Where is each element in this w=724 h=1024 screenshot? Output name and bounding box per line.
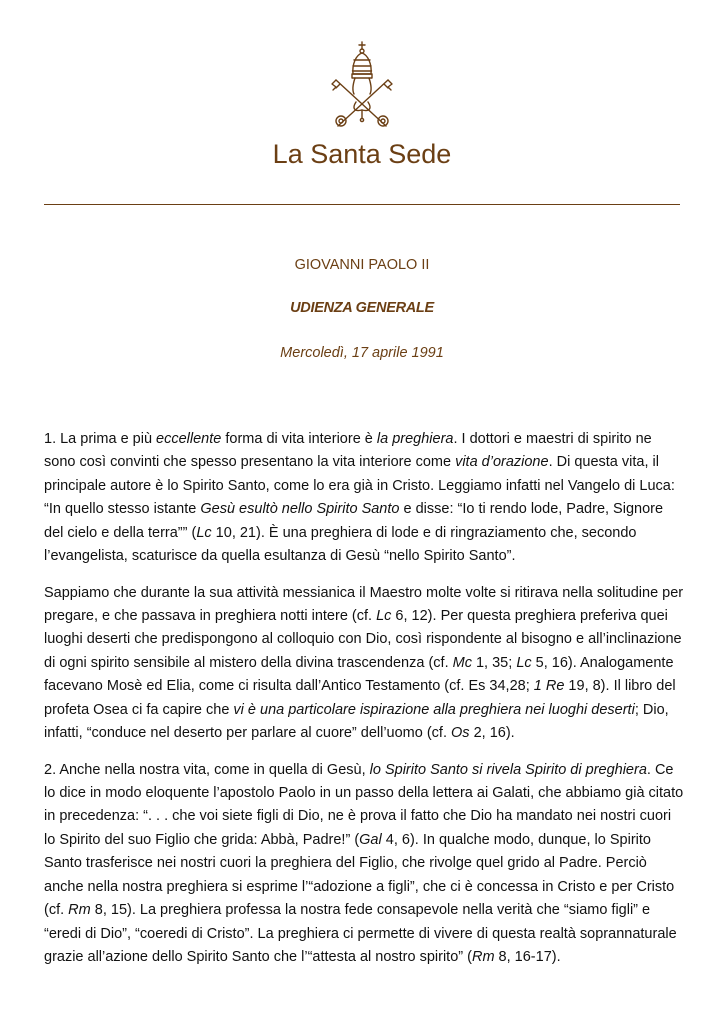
italic-text-run: Mc	[452, 654, 472, 671]
body-paragraph	[44, 759, 684, 970]
papal-coat-of-arms-icon	[322, 40, 402, 132]
text-run: forma di vita interiore è	[221, 431, 377, 447]
text-run: Sappiamo che durante la sua attività messianica il Maestro molte volte si ritirava nella solitudine per pregare, e che passava in preghiera notti intere (cf.	[44, 584, 684, 625]
text-run: 2, 16).	[469, 725, 515, 742]
italic-text-run: Gal	[359, 831, 382, 848]
italic-text-run: Gesù esultò nello Spirito Santo	[200, 501, 400, 518]
italic-text-run: vi è una particolare ispirazione alla preghiera nei luoghi deserti	[233, 701, 635, 718]
body-paragraph	[44, 582, 684, 746]
italic-text-run: Rm	[68, 902, 91, 919]
text-run: . I dottori e maestri di spirito ne sono così convinti che spesso presentano la vita interiore come	[44, 431, 652, 471]
italic-text-run: lo Spirito Santo si rivela Spirito di preghiera	[369, 761, 647, 778]
text-run: 1. La prima e più	[44, 431, 157, 447]
text-run: 19, 8). Il libro del profeta Osea ci fa capire che	[44, 678, 676, 718]
text-run: ; Dio, infatti, “conduce nel deserto per parlare al cuore” dell’uomo (cf.	[44, 701, 669, 742]
header-divider	[44, 204, 680, 205]
italic-text-run: 1 Re	[533, 678, 565, 695]
italic-text-run: eccellente	[156, 431, 222, 447]
document-body	[44, 428, 684, 983]
text-run: . Ce lo dice in modo eloquente l’apostolo Paolo in un passo della lettera ai Galati, che abbiamo già citato in precedenza: “. . . che voi siete figli di Dio, ne è prova il fatto che Dio ha mandato nei nostri cuori lo Spirito del suo Figlio che grida: Abbà, Padre!” (	[44, 761, 684, 848]
text-run: 10, 21). È una preghiera di lode e di ringraziamento che, secondo l’evangelista, scaturisce da quella esultanza di Gesù “nello Spirito Santo”.	[44, 524, 637, 565]
document-author: GIOVANNI PAOLO II	[294, 257, 430, 273]
italic-text-run: la preghiera	[376, 431, 454, 447]
italic-text-run: Os	[451, 725, 470, 742]
text-run: 5, 16). Analogamente facevano Mosè ed Elia, come ci risulta dall’Antico Testamento (cf. Es 34,28;	[44, 654, 674, 695]
italic-text-run: vita d’orazione	[455, 454, 549, 471]
text-run: 8, 15). La preghiera professa la nostra fede consapevole nella verità che “siamo figli” e “eredi di Dio”, “coeredi di Cristo”. La preghiera ci permette di vivere di questa realtà soprannaturale grazie all’azione dello Spirito Santo che l’“attesta al nostro spirito” (	[44, 902, 677, 965]
text-run: 6, 12). Per questa preghiera preferiva quei luoghi deserti che predispongono al colloquio con Dio, così rispondente al bisogno e all’inclinazione di ogni spirito sensibile al mistero della divina trascendenza (cf.	[44, 608, 682, 671]
text-run: 2. Anche nella nostra vita, come in quella di Gesù,	[44, 761, 370, 778]
italic-text-run: Lc	[196, 524, 212, 541]
text-run: . Di questa vita, il principale autore è lo Spirito Santo, come lo era già in Cristo. Leggiamo infatti nel Vangelo di Luca: “In quello stesso istante	[44, 454, 675, 518]
text-run: e disse: “Io ti rendo lode, Padre, Signore del cielo e della terra”” (	[44, 501, 664, 541]
italic-text-run: Lc	[376, 608, 392, 625]
body-paragraph	[44, 428, 684, 568]
text-run: 4, 6). In qualche modo, dunque, lo Spirito Santo trasferisce nei nostri cuori la preghiera del Figlio, che rivolge quel grido al Padre. Perciò anche nella nostra preghiera si esprime l’“adozione a figli”, che ci è concessa in Cristo e per Cristo (cf.	[44, 831, 675, 919]
text-run: 8, 16-17).	[494, 948, 561, 965]
site-title: La Santa Sede	[272, 139, 452, 169]
document-date: Mercoledì, 17 aprile 1991	[280, 345, 444, 361]
italic-text-run: Rm	[471, 948, 495, 965]
document-event-title: UDIENZA GENERALE	[290, 300, 434, 316]
italic-text-run: Lc	[516, 654, 532, 671]
text-run: 1, 35;	[471, 654, 517, 671]
